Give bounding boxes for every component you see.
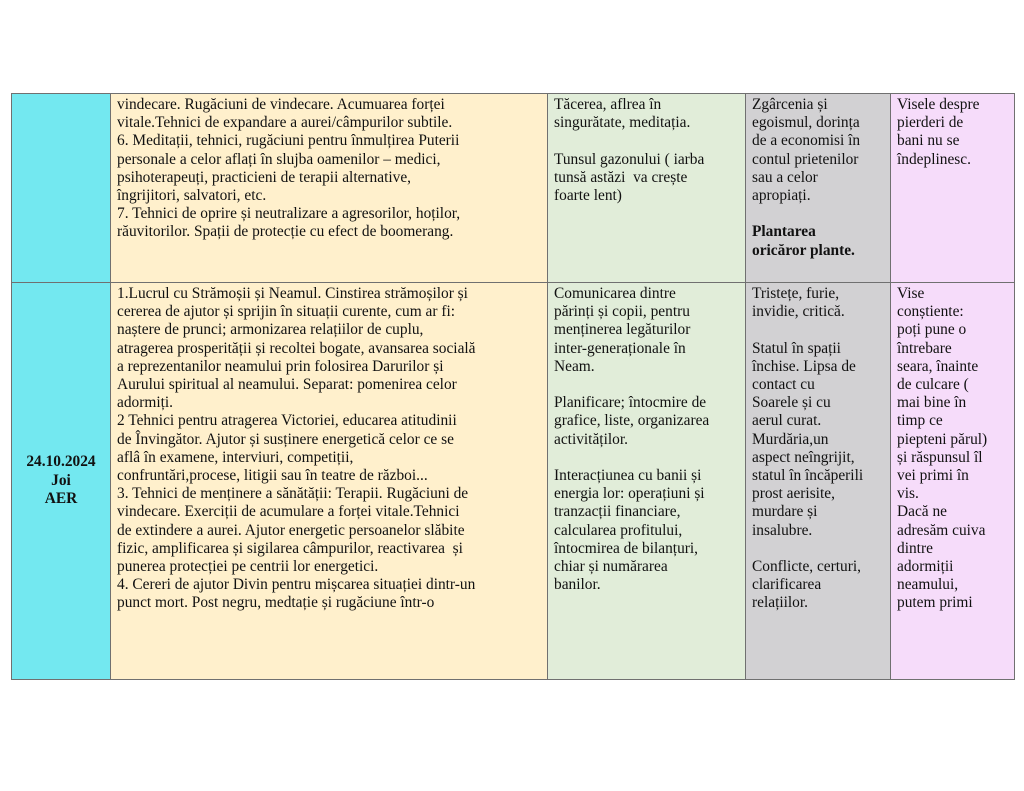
text-line: vindecare. Exerciții de acumulare a forței vitale.Tehnici xyxy=(117,503,460,521)
text-line: aerul curat. xyxy=(752,412,822,430)
text-line: punct mort. Post negru, medtație și rugăciune într-o xyxy=(117,594,435,612)
text-line: Tristețe, furie, xyxy=(752,285,840,302)
text-line: Soarele și cu xyxy=(752,394,831,412)
text-line: sau a celor xyxy=(752,168,818,186)
text-line: murdare și xyxy=(752,503,818,521)
text-line: adormiții xyxy=(897,558,954,576)
text-line: Conflicte, certuri, xyxy=(752,558,861,576)
text-line: de Învingător. Ajutor și susținere energetică celor ce se xyxy=(117,430,454,448)
text-line: banilor. xyxy=(554,576,601,594)
text-line: foarte lent) xyxy=(554,187,622,204)
text-line: Dacă ne xyxy=(897,503,947,521)
text-line: piepteni părul) xyxy=(897,430,988,448)
text-line: 3. Tehnici de menținere a sănătății: Terapii. Rugăciuni de xyxy=(117,485,469,503)
text-line: cererea de ajutor și sprijin în situații curente, cum ar fi: xyxy=(117,303,456,321)
text-line: Statul în spații xyxy=(752,339,841,357)
techniques-cell xyxy=(111,283,548,680)
text-line: Visele despre xyxy=(897,96,980,113)
blank-line xyxy=(752,205,884,223)
text-line: Neam. xyxy=(554,357,595,375)
text-line: psihoterapeuți, practicieni de terapii alternative, xyxy=(117,168,412,186)
text-line: fizic, amplificarea și sigilarea câmpurilor, reactivarea și xyxy=(117,539,463,557)
text-line: 6. Meditații, tehnici, rugăciuni pentru înmulțirea Puterii xyxy=(117,132,460,150)
techniques-cell xyxy=(111,94,548,283)
blank-line xyxy=(752,321,884,339)
text-line: 2 Tehnici pentru atragerea Victoriei, educarea atitudinii xyxy=(117,412,457,430)
day-cell xyxy=(12,94,111,283)
text-line: poți pune o xyxy=(897,321,967,339)
text-line: închise. Lipsa de xyxy=(752,357,856,375)
table-row xyxy=(12,283,1015,680)
favorable-cell xyxy=(548,94,746,283)
text-line: contul prietenilor xyxy=(752,150,859,168)
text-line: întocmirea de bilanțuri, xyxy=(554,539,699,557)
text-line: clarificarea xyxy=(752,576,822,594)
table-row xyxy=(12,94,1015,283)
text-line: dintre xyxy=(897,539,933,557)
avoid-cell xyxy=(746,94,891,283)
day-date: 24.10.2024 xyxy=(26,453,96,471)
blank-line xyxy=(554,376,739,394)
text-line: atragerea prosperității și recoltei bogate, avansarea socială xyxy=(117,339,476,357)
text-line: inter-generaționale în xyxy=(554,339,686,357)
bold-text-line: oricăror plante. xyxy=(752,241,855,259)
text-line: 1.Lucrul cu Strămoșii și Neamul. Cinstirea strămoșilor și xyxy=(117,285,468,302)
text-line: mai bine în xyxy=(897,394,967,412)
blank-line xyxy=(554,132,739,150)
text-line: îngrijitori, salvatori, etc. xyxy=(117,187,267,205)
text-line: părinți și copii, pentru xyxy=(554,303,690,321)
day-element: AER xyxy=(44,490,78,508)
text-line: de culcare ( xyxy=(897,376,969,394)
text-line: Tunsul gazonului ( iarba xyxy=(554,150,705,168)
text-line: vitale.Tehnici de expandare a aurei/câmpurilor subtile. xyxy=(117,114,453,132)
text-line: chiar și numărarea xyxy=(554,558,668,576)
text-line: activităților. xyxy=(554,430,628,448)
text-line: prost aerisite, xyxy=(752,485,835,503)
text-line: naștere de prunci; armonizarea relațiilor de cuplu, xyxy=(117,321,424,339)
avoid-cell xyxy=(746,283,891,680)
text-line: seara, înainte xyxy=(897,357,979,375)
text-line: invidie, critică. xyxy=(752,303,845,321)
text-line: tunsă astăzi va crește xyxy=(554,168,688,186)
text-line: Zgârcenia și xyxy=(752,96,828,113)
dreams-cell xyxy=(891,283,1015,680)
blank-line xyxy=(554,449,739,467)
text-line: vis. xyxy=(897,485,919,503)
text-line: 7. Tehnici de oprire și neutralizare a agresorilor, hoților, xyxy=(117,205,461,223)
text-line: calcularea profitului, xyxy=(554,521,683,539)
text-line: contact cu xyxy=(752,376,815,393)
text-line: 4. Cereri de ajutor Divin pentru mișcarea situației dintr-un xyxy=(117,576,476,594)
text-line: menținerea legăturilor xyxy=(554,321,691,339)
text-line: adormiți. xyxy=(117,394,173,412)
text-line: adresăm cuiva xyxy=(897,521,986,539)
text-line: Tăcerea, aflrea în xyxy=(554,96,662,113)
text-line: de a economisi în xyxy=(752,132,861,150)
text-line: vindecare. Rugăciuni de vindecare. Acumuarea forței xyxy=(117,96,445,113)
text-line: putem primi xyxy=(897,594,973,612)
text-line: întrebare xyxy=(897,339,952,357)
text-line: neamului, xyxy=(897,576,959,594)
favorable-cell xyxy=(548,283,746,680)
text-line: Vise xyxy=(897,285,925,302)
bold-text-line: Plantarea xyxy=(752,223,816,241)
text-line: singurătate, meditația. xyxy=(554,114,691,132)
text-line: Interacțiunea cu banii și xyxy=(554,467,702,484)
text-line: aflâ în examene, interviuri, competiții, xyxy=(117,448,354,466)
text-line: Aurului spiritual al neamului. Separat: pomenirea celor xyxy=(117,376,457,394)
text-line: relațiilor. xyxy=(752,594,808,612)
text-line: Murdăria,un xyxy=(752,430,829,448)
text-line: Comunicarea dintre xyxy=(554,285,676,302)
text-line: aspect neîngrijit, xyxy=(752,448,855,466)
text-line: confruntări,procese, litigii sau în teatre de război... xyxy=(117,467,428,485)
text-line: conștiente: xyxy=(897,303,964,321)
text-line: energia lor: operațiuni și xyxy=(554,485,705,503)
text-line: tranzacții financiare, xyxy=(554,503,681,521)
text-line: Planificare; întocmire de xyxy=(554,394,707,412)
text-line: bani nu se xyxy=(897,132,960,150)
text-line: apropiați. xyxy=(752,187,811,205)
text-line: timp ce xyxy=(897,412,943,430)
text-line: răuvitorilor. Spații de protecție cu efect de boomerang. xyxy=(117,223,454,241)
text-line: pierderi de xyxy=(897,114,964,132)
text-line: de extindere a aurei. Ajutor energetic persoanelor slăbite xyxy=(117,521,465,539)
calendar-table xyxy=(11,93,1015,680)
text-line: punerea protecției pe centrii lor energetici. xyxy=(117,558,379,576)
text-line: statul în încăperili xyxy=(752,467,864,485)
text-line: a reprezentanilor neamului prin folosirea Darurilor și xyxy=(117,357,444,375)
blank-line xyxy=(752,540,884,558)
text-line: și răspunsul îl xyxy=(897,448,983,466)
text-line: vei primi în xyxy=(897,467,969,485)
dreams-cell xyxy=(891,94,1015,283)
text-line: personale a celor aflați în slujba oamenilor – medici, xyxy=(117,150,441,168)
text-line: insalubre. xyxy=(752,521,813,539)
day-cell xyxy=(12,283,111,680)
text-line: egoismul, dorința xyxy=(752,114,860,132)
day-weekday: Joi xyxy=(51,471,71,489)
text-line: grafice, liste, organizarea xyxy=(554,412,710,430)
text-line: îndeplinesc. xyxy=(897,150,971,168)
